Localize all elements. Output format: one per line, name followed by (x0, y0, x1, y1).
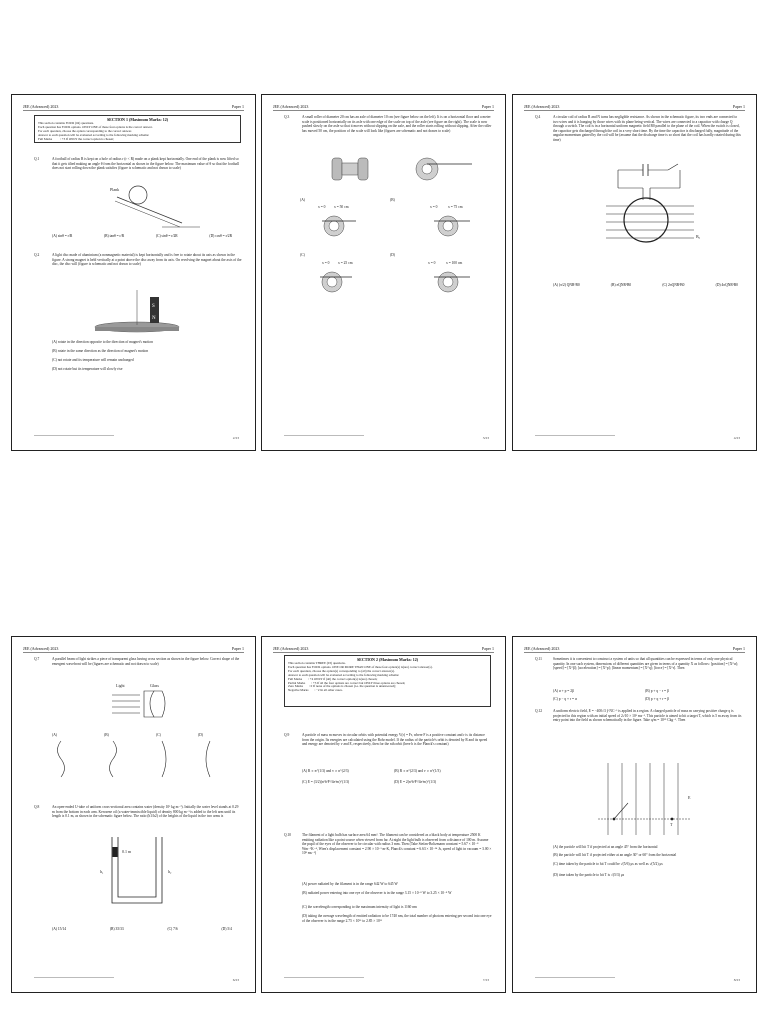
option-b[interactable]: (B) rotate in the same direction as the direction of magnet's motion (52, 349, 149, 353)
page-header: JEE (Advanced) 2023 Paper 1 (23, 646, 244, 651)
option-b[interactable]: (B) 35/33 (109, 927, 124, 931)
page-header: JEE (Advanced) 2023 Paper 1 (23, 104, 244, 109)
option-d[interactable]: (D) 5/4 (221, 927, 232, 931)
options (553, 283, 738, 287)
question-number: Q.4 (535, 115, 541, 119)
option-d[interactable]: (D) p + q + r = β (645, 697, 669, 701)
roller-option-figure (434, 269, 474, 295)
option-c[interactable]: (C) sinθ = r/2R (155, 234, 178, 238)
question-text: The filament of a light bulb has surface area 64 mm². The filament can be considered as a black body at temperature 2500 K emitting radiation like a point source when viewed from far. At night the light bulb is observed from a distance of 100 m. Assume the pupil of the eyes of the observer to be circular with radius 3 mm. Then (Take Stefan-Boltzmann constant = 5.67 × 10⁻⁸ Wm⁻²K⁻⁴, Wien's displacement constant = 2.90 × 10⁻³ m-K, Planck's constant = 6.63 × 10⁻³⁴ Js, speed of light in vacuum = 3.00 × 10⁸ ms⁻¹) (302, 833, 492, 856)
h2-label: h₂ (168, 869, 172, 874)
page-number: 4/23 (733, 436, 740, 440)
option-b[interactable]: (B) the particle will hit T if projected either at an angle 30° or 60° from the horizontal (553, 853, 677, 857)
option-c[interactable]: (C) 2πQNR²B0 (662, 283, 685, 287)
target-label: T (670, 822, 673, 827)
question-text: A football of radius R is kept on a hole of radius r (r < R) made on a plank kept horizontally. One end of the plank is now lifted so that it gets tilted making an angle θ from the horizontal as shown in the figure below. The maximum value of θ so that the football does not start rolling down the plank satisfies (figure is schematic and not drawn to scale) (52, 157, 239, 171)
disc-magnet-figure (92, 285, 192, 335)
wavefront-shape (54, 741, 68, 777)
option-c[interactable]: (C) E = (3/2)(n²h²F²/4π²m)^(1/3) (302, 780, 350, 784)
glass-wavefront-figure (102, 683, 182, 723)
roller-figure (302, 155, 482, 185)
section-title: SECTION 2 (Maximum Marks: 12) (356, 657, 419, 662)
question-number: Q.2 (34, 253, 40, 257)
option-c[interactable]: (C) 7/6 (167, 927, 178, 931)
option-a[interactable]: (A) rotate in the direction opposite to the direction of magnet's motion (52, 340, 153, 344)
question-text: A small roller of diameter 20 cm has an axle of diameter 10 cm (see figure below on the left). It is on a horizontal floor and a meter scale is positioned horizontally on its axle with one edge of the scale on top of the axle (see figure on the right). The scale is now pushed slowly on the axle so that it moves without slipping on the axle, and the roller starts rolling without slipping. After the roller has moved 50 cm, the position of the scale will look like (figures are schematic and not drawn to scale) (302, 115, 492, 133)
exam-page (512, 636, 757, 993)
plank-label: Plank (110, 187, 120, 192)
option-b[interactable]: (B) πQNR²B0 (610, 283, 632, 287)
roller-option-figure (434, 213, 474, 239)
option-c[interactable]: (C) time taken by the particle to hit T could be √(5/6) μs as well as √(5/2) μs (553, 862, 663, 866)
glass-label: Glass (150, 683, 159, 688)
electric-field-figure (598, 759, 698, 839)
option-b[interactable]: (B) p + q − r = β (645, 689, 669, 693)
question-text: A light disc made of aluminium (a nonmagnetic material) is kept horizontally and is free to rotate about its axis as shown in the figure. A strong magnet is held vertically at a point above the disc away from its axis. On revolving the magnet about the axis of the disc, the disc will (figure is schematic and not drawn to scale) (52, 253, 242, 267)
wavefront-shape (106, 741, 120, 777)
options (52, 927, 232, 931)
question-number: Q.12 (535, 709, 543, 713)
option-c[interactable]: (C) p − q + r = α (553, 697, 577, 701)
option-a[interactable]: (A) 15/14 (52, 927, 67, 931)
light-label: Light (116, 683, 125, 688)
question-number: Q.10 (284, 833, 292, 837)
option-d[interactable]: (D) E = 2(n²h²F²/4π²m)^(1/3) (394, 780, 437, 784)
question-text: A particle of mass m moves in circular orbits with potential energy V(r) = Fr, where F is a positive constant and r is its distance from the origin. Its energies are calculated using the Bohr model. If the radius of the particle's orbit is denoted by R and its speed and energy are denoted by v and E, respectively, then for the nth orbit (here h is the Planck's constant) (302, 733, 488, 747)
page-number: 8/23 (733, 978, 740, 982)
field-label: B₀ (696, 234, 701, 239)
option-a[interactable]: (A) R ∝ n^(1/3) and v ∝ n^(2/3) (302, 769, 349, 773)
question-text: A circular coil of radius R and N turns has negligible resistance. As shown in the schematic figure, its two ends are connected to two wires and it is hanging by those wires with its plane being vertical. The wires are connected to a capacitor with charge Q through a switch. The coil is in a horizontal uniform magnetic field B0 parallel to the plane of the coil. When the switch is closed, the capacitor gets discharged through the coil in a very short time. By the time the capacitor is discharged fully, magnitude of the angular momentum gained by the coil will be (assume that the discharge time is so short that the coil has hardly rotated during this time) (553, 115, 741, 142)
option-d[interactable]: (D) taking the average wavelength of emitted radiation to be 1740 nm, the total number of photons entering per second into one eye of the observer is in the range 2.75 × 10¹¹ to 2.85 × 10¹¹ (302, 914, 492, 923)
instructions: This section contains FOUR (04) questions. Each question has FOUR options. ONLY ONE of these four options is the correct answer. For each question, choose the option corresponding to the correct answer. Answer to each question will be evaluated according to the following marking scheme: Full Marks : +3 If ONLY the correct option is chosen; (38, 121, 153, 141)
exam-page: JEE (Advanced) 2023 Paper 1 Q.3 A small roller of diameter 20 cm has an axle of diameter 10 cm (see figure below on the left). It is on a horizontal floor and a meter scale is positioned horizontally on its axle with one edge of the scale on top of the axle (see figure on the right). The scale is now pushed slowly on the axle so that it moves without slipping on the axle, and the roller starts rolling without slipping. After the roller has moved 50 cm, the position of the scale will look like (figures are schematic and not drawn to scale) (A) x = 0 x = 50 cm (B) x = 0 x = 75 cm (C) x = 0 x = 25 cm (D) x = 0 x = 100 cm 3/23 (261, 94, 506, 451)
question-text: A parallel beam of light strikes a piece of transparent glass having cross section as shown in the figure below. Correct shape of the emergent wavefront will be (figures are schematic and not drawn to scale) (52, 657, 240, 666)
wavefront-shape (158, 741, 172, 777)
question-text: Sometimes it is convenient to construct a system of units so that all quantities can be expressed in terms of only one physical quantity. In one such system, dimensions of different quantities are given in terms of a quantity X as follows: [position] = [X^α]; [speed] = [X^β]; [acceleration] = [X^p]; [linear momentum] = [X^q]; [force] = [X^r]. Then (553, 657, 739, 671)
field-label: E (688, 795, 691, 800)
question-number: Q.9 (284, 733, 290, 737)
page-header: JEE (Advanced) 2023 Paper 1 (524, 104, 745, 109)
option-d[interactable]: (D) 4πQNR²B0 (715, 283, 738, 287)
option-d[interactable]: (D) not rotate but its temperature will slowly rise (52, 367, 123, 371)
option-a[interactable]: (A) α + p = 2β (553, 689, 574, 693)
question-text: An open-ended U-tube of uniform cross-sectional area contains water (density 10³ kg m⁻³). Initially the water level stands at 0.29 m from the bottom in each arm. Kerosene oil (a water-immiscible liquid) of density 800 kg m⁻³ is added to the left arm until its length is 0.1 m, as shown in the schematic figure below. The ratio (h1/h2) of the heights of the liquid in the two arms is (52, 805, 239, 819)
roller-option-figure (318, 269, 358, 295)
coil-capacitor-figure (598, 160, 708, 255)
roller-option-figure (318, 213, 358, 239)
question-text: A uniform electric field, E = −400√3 ŷ NC⁻¹ is applied in a region. A charged particle of mass m carrying positive charge q is projected in this region with an initial speed of 2√10 × 10⁶ ms⁻¹. This particle is aimed to hit a target T, which is 5 m away from its entry point into the field as shown schematically in the figure. Take q/m = 10¹⁰ Ckg⁻¹. Then (553, 709, 742, 723)
wavefront-shape (200, 741, 214, 777)
page-header: JEE (Advanced) 2023 Paper 1 (273, 646, 494, 651)
options (52, 234, 232, 238)
option-b[interactable]: (B) tanθ = r/R (103, 234, 125, 238)
exam-page (512, 94, 757, 451)
section-instructions (284, 655, 491, 707)
magnet-n-label: N (152, 316, 156, 321)
question-number: Q.8 (34, 805, 40, 809)
page-header: JEE (Advanced) 2023 Paper 1 (273, 104, 494, 109)
instructions: This section contains THREE (03) questions. Each question has FOUR options. ONE OR MORE THAN ONE of these four option(s) is(are) correct answer(s). For each question, choose the option(s) corresponding to (all) the correct answer(s). Answer to each question will be evaluated according to the following marking scheme: Full Marks : +4 ONLY if (all) the correct option(s) is(are) chosen; Partial Marks : +3 If all the four options are correct but ONLY three options are chosen; Zero Marks : 0 If none of the options is chosen (i.e. the question is unanswered); Negative Marks : −2 In all other cases. (288, 661, 433, 693)
option-b[interactable]: (B) radiated power entering into one eye of the observer is in the range 3.15 × 10⁻⁸ W to 3.25 × 10⁻⁸ W (302, 891, 452, 895)
option-a[interactable]: (A) (π/2) QNR²B0 (553, 283, 580, 287)
question-number: Q.7 (34, 657, 40, 661)
kerosene-length: 0.1 m (122, 849, 132, 854)
option-a[interactable]: (A) sinθ = r/R (52, 234, 73, 238)
page-number: 6/23 (232, 978, 239, 982)
plank-figure (112, 189, 202, 229)
h1-label: h₁ (100, 869, 104, 874)
page-header: JEE (Advanced) 2023 Paper 1 (524, 646, 745, 651)
question-number: Q.1 (34, 157, 40, 161)
option-c[interactable]: (C) not rotate and its temperature will remain unchanged (52, 358, 134, 362)
u-tube-figure (92, 833, 182, 913)
page-number: 2/23 (232, 436, 239, 440)
page-number: 3/23 (482, 436, 489, 440)
option-b[interactable]: (B) R ∝ n^(2/3) and v ∝ n^(1/3) (394, 769, 441, 773)
option-c[interactable]: (C) the wavelength corresponding to the maximum intensity of light is 1160 nm (302, 905, 417, 909)
page-number: 7/23 (482, 978, 489, 982)
section-instructions (34, 115, 241, 143)
question-number: Q.3 (284, 115, 290, 119)
option-d[interactable]: (D) cosθ = r/2R (209, 234, 232, 238)
exam-page (11, 94, 256, 451)
section-title: SECTION 1 (Maximum Marks: 12) (106, 117, 169, 122)
option-a[interactable]: (A) the particle will hit T if projected at an angle 45° from the horizontal (553, 845, 658, 849)
magnet-s-label: S (152, 304, 155, 309)
exam-page: JEE (Advanced) 2023 Paper 1 Q.7 A parallel beam of light strikes a piece of transparent glass having cross section as shown in the figure below. Correct shape of the emergent wavefront will be (figures are schematic and not drawn to scale) Light Glass (A) (B) (C) (D) Q.8 An open-ended U-tube of uniform cross-sectional area contains water (density 10³ kg m⁻³). Initially the water level stands at 0.29 m from the bottom in each arm. Kerosene oil (a water-immiscible liquid) of density 800 kg m⁻³ is added to the left arm until its length is 0.1 m, as shown in the schematic figure below. The ratio (h1/h2) of the heights of the liquid in the two arms is 0.1 m h₁ h₂ (A) 15/14 (B) 35/33 (C) 7/6 (D) 5/4 6/23 (11, 636, 256, 993)
option-a[interactable]: (A) power radiated by the filament is in the range 642 W to 645 W (302, 882, 398, 886)
question-number: Q.11 (535, 657, 542, 661)
option-d[interactable]: (D) time taken by the particle to hit T is √(5/3) μs (553, 873, 625, 877)
exam-page (261, 636, 506, 993)
